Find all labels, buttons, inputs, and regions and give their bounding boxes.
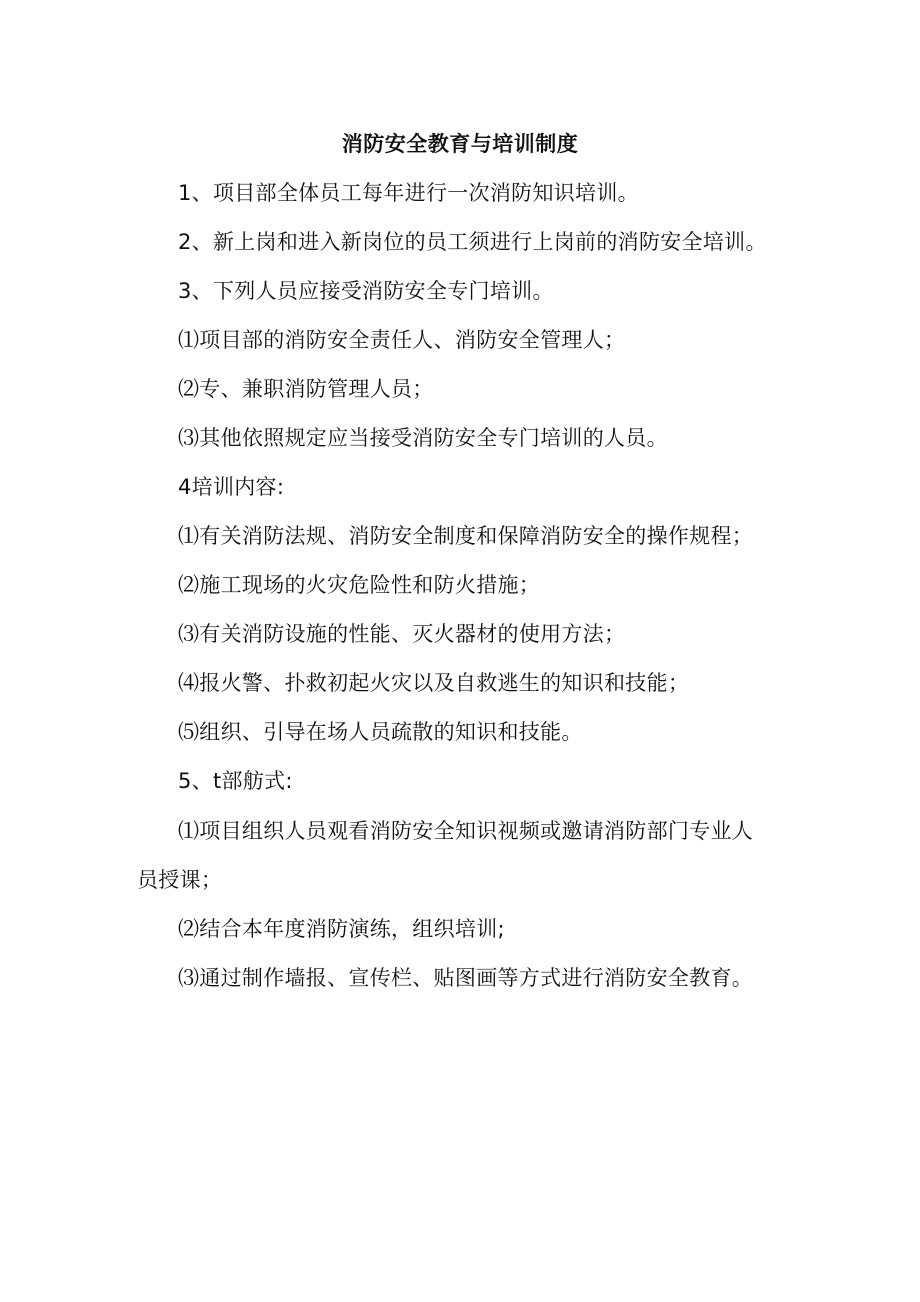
paragraph-line: ⑶其他依照规定应当接受消防安全专门培训的人员。 xyxy=(178,426,668,450)
paragraph-line: 1、项目部全体员工每年进行一次消防知识培训。 xyxy=(178,181,639,205)
document-title: 消防安全教育与培训制度 xyxy=(341,132,579,156)
paragraph-line: ⑴项目部的消防安全责任人、消防安全管理人； xyxy=(178,328,626,352)
paragraph-line: ⑶有关消防设施的性能、灭火器材的使用方法； xyxy=(178,622,626,646)
paragraph-line: 3、下列人员应接受消防安全专门培训。 xyxy=(178,279,554,303)
paragraph-line: 2、新上岗和进入新岗位的员工须进行上岗前的消防安全培训。 xyxy=(178,230,767,254)
paragraph-line: ⑷报火警、扑救初起火灾以及自救逃生的知识和技能； xyxy=(178,671,690,695)
paragraph-line-continuation: 员授课； xyxy=(137,868,223,892)
paragraph-line: ⑴有关消防法规、消防安全制度和保障消防安全的操作规程； xyxy=(178,524,754,548)
paragraph-line: ⑵结合本年度消防演练，组织培训; xyxy=(178,917,505,941)
paragraph-line: 5、t部舫式: xyxy=(178,769,293,793)
paragraph-line: ⑴项目组织人员观看消防安全知识视频或邀请消防部门专业人 xyxy=(178,819,754,843)
paragraph-line: ⑵施工现场的火灾危险性和防火措施； xyxy=(178,573,541,597)
paragraph-line: ⑵专、兼职消防管理人员； xyxy=(178,377,434,401)
paragraph-line: ⑶通过制作墙报、宣传栏、贴图画等方式进行消防安全教育。 xyxy=(178,966,754,990)
paragraph-line: ⑸组织、引导在场人员疏散的知识和技能。 xyxy=(178,720,583,744)
paragraph-line: 4培训内容: xyxy=(178,475,285,499)
